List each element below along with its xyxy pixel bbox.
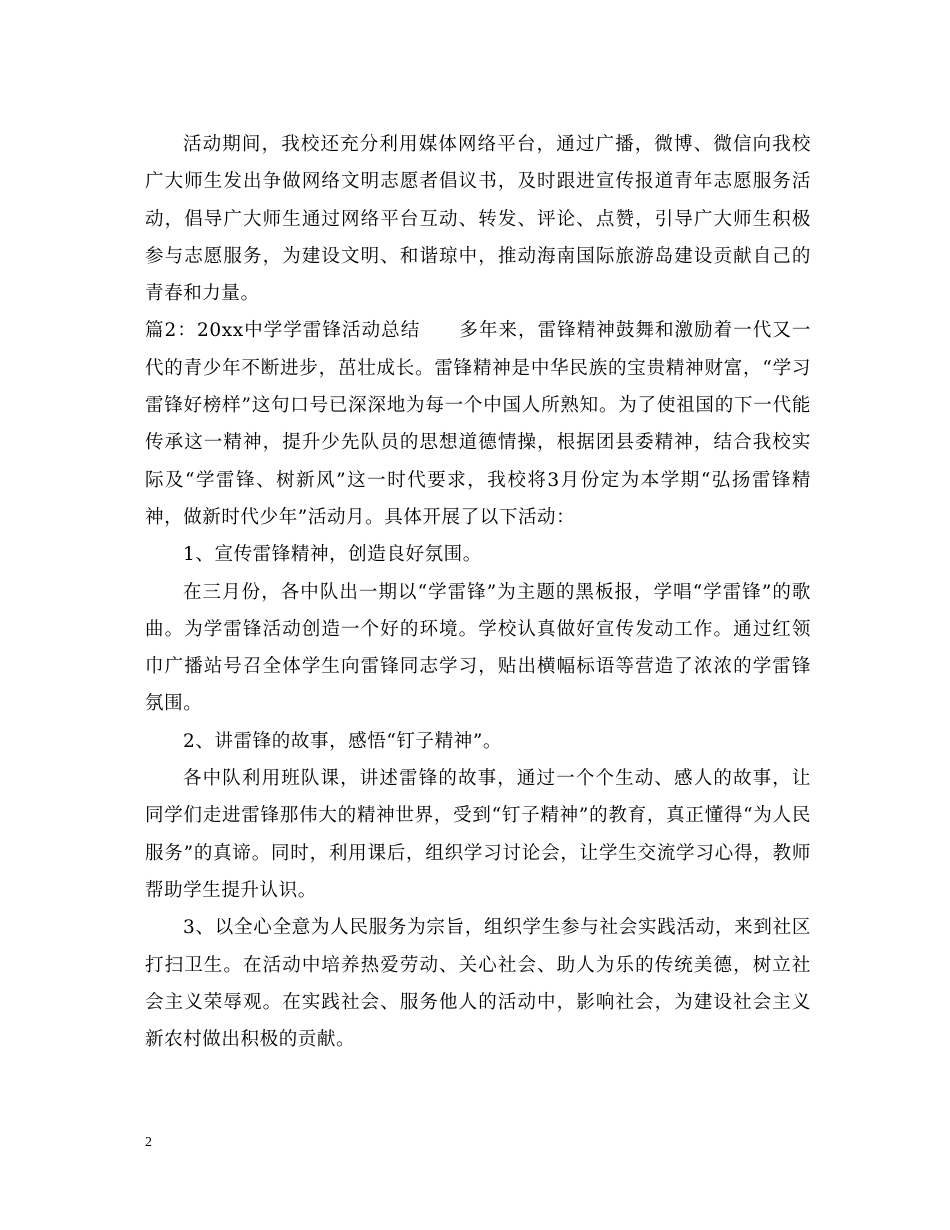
paragraph-community-service: 3、以全心全意为人民服务为宗旨，组织学生参与社会实践活动，来到社区打扫卫生。在活动中培养热爱劳动、关心社会、助人为乐的传统美德，树立社会主义荣辱观。在实践社会、服务他人的活动中，影响社会，为建设社会主义新农村做出积极的贡献。	[145, 917, 811, 1051]
page-number: 2	[145, 1135, 152, 1150]
paragraph-heading-one: 1、宣传雷锋精神，创造良好氛围。	[183, 544, 482, 566]
paragraph-story-activity: 各中队利用班队课，讲述雷锋的故事，通过一个个生动、感人的故事，让同学们走进雷锋那伟大的精神世界，受到“钉子精神”的教育，真正懂得“为人民服务”的真谛。同时，利用课后，组织学习讨论会，让学生交流学习心得，教师帮助学生提升认识。	[145, 768, 811, 901]
paragraph-article-two-intro: 篇2：20xx中学学雷锋活动总结 多年来，雷锋精神鼓舞和激励着一代又一代的青少年不断进步，茁壮成长。雷锋精神是中华民族的宝贵精神财富，“学习雷锋好榜样”这句口号已深深地为每一个中国人所熟知。为了使祖国的下一代能传承这一精神，提升少先队员的思想道德情操，根据团县委精神，结合我校实际及“学雷锋、树新风”这一时代要求，我校将3月份定为本学期“弘扬雷锋精神，做新时代少年”活动月。具体开展了以下活动：	[145, 320, 811, 528]
document-body	[145, 126, 811, 1058]
paragraph-blackboard-activity: 在三月份，各中队出一期以“学雷锋”为主题的黑板报，学唱“学雷锋”的歌曲。为学雷锋活动创造一个好的环境。学校认真做好宣传发动工作。通过红领巾广播站号召全体学生向雷锋同志学习，贴出横幅标语等营造了浓浓的学雷锋氛围。	[145, 581, 811, 715]
paragraph-media-promotion: 活动期间，我校还充分利用媒体网络平台，通过广播，微博、微信向我校广大师生发出争做网络文明志愿者倡议书，及时跟进宣传报道青年志愿服务活动，倡导广大师生通过网络平台互动、转发、评论、点赞，引导广大师生积极参与志愿服务，为建设文明、和谐琼中，推动海南国际旅游岛建设贡献自己的青春和力量。	[145, 134, 811, 305]
paragraph-heading-two: 2、讲雷锋的故事，感悟“钉子精神”。	[183, 730, 502, 752]
